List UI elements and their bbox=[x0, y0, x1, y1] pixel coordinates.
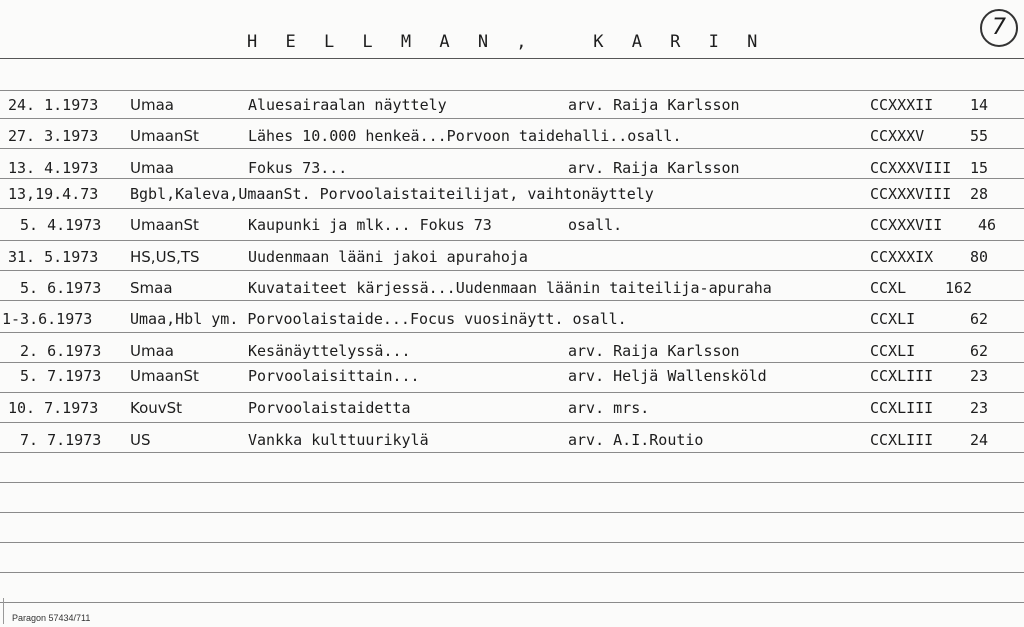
entry-reviewer: arv. Heljä Wallensköld bbox=[568, 367, 767, 385]
entry-title: Vankka kulttuurikylä bbox=[248, 431, 429, 449]
entry-paper: US bbox=[130, 431, 151, 449]
entry-page: 55 bbox=[970, 127, 989, 145]
entry-paper: Umaa bbox=[130, 342, 174, 360]
table-row bbox=[0, 309, 1024, 329]
rule-line bbox=[0, 90, 1024, 91]
entry-paper: Umaa bbox=[130, 159, 174, 177]
entry-date: 5. 6.1973 bbox=[20, 279, 102, 297]
entry-date: 13,19.4.73 bbox=[8, 185, 99, 203]
rule-line bbox=[0, 270, 1024, 271]
entry-reviewer: arv. A.I.Routio bbox=[568, 431, 704, 449]
rule-line bbox=[0, 240, 1024, 241]
entry-volume: CCXLIII bbox=[870, 431, 934, 449]
rule-line bbox=[0, 542, 1024, 543]
entry-date: 31. 5.1973 bbox=[8, 248, 99, 266]
entry-volume: CCXL bbox=[870, 279, 907, 297]
table-row bbox=[0, 215, 1024, 235]
entry-paper: UmaanSt bbox=[130, 367, 199, 385]
entry-title: Kuvataiteet kärjessä...Uudenmaan läänin taiteilija-apuraha bbox=[248, 279, 772, 297]
entry-reviewer: arv. mrs. bbox=[568, 399, 650, 417]
entry-title: Aluesairaalan näyttely bbox=[248, 96, 447, 114]
entry-reviewer: arv. Raija Karlsson bbox=[568, 159, 740, 177]
card-number-circle: 7 bbox=[980, 9, 1018, 47]
rule-line bbox=[0, 452, 1024, 453]
table-row bbox=[0, 341, 1024, 361]
entry-title: Porvoolaistaidetta bbox=[248, 399, 411, 417]
entry-paper-title: Bgbl,Kaleva,UmaanSt. Porvoolaistaiteilijat, vaihtonäyttely bbox=[130, 185, 654, 203]
rule-line bbox=[0, 58, 1024, 59]
entry-volume: CCXLIII bbox=[870, 399, 934, 417]
rule-line bbox=[0, 422, 1024, 423]
entry-date: 13. 4.1973 bbox=[8, 159, 99, 177]
entry-page: 15 bbox=[970, 159, 989, 177]
table-row bbox=[0, 158, 1024, 178]
entry-volume: CCXLI bbox=[870, 310, 916, 328]
rule-line bbox=[0, 118, 1024, 119]
entry-volume: CCXLI bbox=[870, 342, 916, 360]
entry-volume: CCXXXVIII bbox=[870, 159, 952, 177]
entry-page: 24 bbox=[970, 431, 989, 449]
rule-line bbox=[0, 362, 1024, 363]
entry-page: 46 bbox=[978, 216, 997, 234]
rule-line bbox=[0, 300, 1024, 301]
entry-title: Kesänäyttelyssä... bbox=[248, 342, 411, 360]
entry-title: Kaupunki ja mlk... Fokus 73 bbox=[248, 216, 492, 234]
entry-title: Fokus 73... bbox=[248, 159, 348, 177]
entry-date: 27. 3.1973 bbox=[8, 127, 99, 145]
entry-volume: CCXLIII bbox=[870, 367, 934, 385]
entry-page: 23 bbox=[970, 367, 989, 385]
rule-line bbox=[0, 572, 1024, 573]
table-row bbox=[0, 366, 1024, 386]
entry-page: 62 bbox=[970, 342, 989, 360]
rule-line bbox=[0, 392, 1024, 393]
rule-line bbox=[0, 148, 1024, 149]
rule-line bbox=[0, 482, 1024, 483]
entry-paper: Smaa bbox=[130, 279, 173, 297]
entry-volume: CCXXXII bbox=[870, 96, 934, 114]
entry-paper: UmaanSt bbox=[130, 127, 199, 145]
entry-page: 23 bbox=[970, 399, 989, 417]
entry-volume: CCXXXV bbox=[870, 127, 925, 145]
margin-mark bbox=[3, 598, 4, 624]
table-row bbox=[0, 95, 1024, 115]
card-title: H E L L M A N , K A R I N bbox=[247, 32, 767, 52]
entry-title: Lähes 10.000 henkeä...Porvoon taidehalli..osall. bbox=[248, 127, 682, 145]
table-row bbox=[0, 430, 1024, 450]
printer-imprint: Paragon 57434/711 bbox=[12, 613, 91, 623]
entry-date: 7. 7.1973 bbox=[20, 431, 102, 449]
table-row bbox=[0, 278, 1024, 298]
entry-paper: HS,US,TS bbox=[130, 248, 200, 266]
rule-line bbox=[0, 208, 1024, 209]
entry-volume: CCXXXVIII bbox=[870, 185, 952, 203]
rule-line bbox=[0, 332, 1024, 333]
entry-date: 1-3.6.1973 bbox=[2, 310, 93, 328]
entry-date: 10. 7.1973 bbox=[8, 399, 99, 417]
table-row bbox=[0, 398, 1024, 418]
entry-date: 2. 6.1973 bbox=[20, 342, 102, 360]
rule-line bbox=[0, 512, 1024, 513]
table-row bbox=[0, 126, 1024, 146]
entry-page: 62 bbox=[970, 310, 989, 328]
entry-page: 80 bbox=[970, 248, 989, 266]
entry-reviewer: arv. Raija Karlsson bbox=[568, 96, 740, 114]
entry-reviewer: arv. Raija Karlsson bbox=[568, 342, 740, 360]
entry-volume: CCXXXIX bbox=[870, 248, 934, 266]
entry-page: 162 bbox=[945, 279, 973, 297]
entry-date: 5. 7.1973 bbox=[20, 367, 102, 385]
entry-paper: KouvSt bbox=[130, 399, 183, 417]
entry-paper: UmaanSt bbox=[130, 216, 199, 234]
entry-title: Uudenmaan lääni jakoi apurahoja bbox=[248, 248, 528, 266]
entry-volume: CCXXXVII bbox=[870, 216, 943, 234]
rule-line bbox=[0, 178, 1024, 179]
entry-page: 28 bbox=[970, 185, 989, 203]
entry-date: 24. 1.1973 bbox=[8, 96, 99, 114]
table-row bbox=[0, 247, 1024, 267]
rule-line bbox=[0, 602, 1024, 603]
entry-reviewer: osall. bbox=[568, 216, 623, 234]
entry-title: Porvoolaisittain... bbox=[248, 367, 420, 385]
entry-page: 14 bbox=[970, 96, 989, 114]
entry-paper-title: Umaa,Hbl ym. Porvoolaistaide...Focus vuosinäytt. osall. bbox=[130, 310, 627, 328]
entry-paper: Umaa bbox=[130, 96, 174, 114]
entry-date: 5. 4.1973 bbox=[20, 216, 102, 234]
table-row bbox=[0, 184, 1024, 204]
